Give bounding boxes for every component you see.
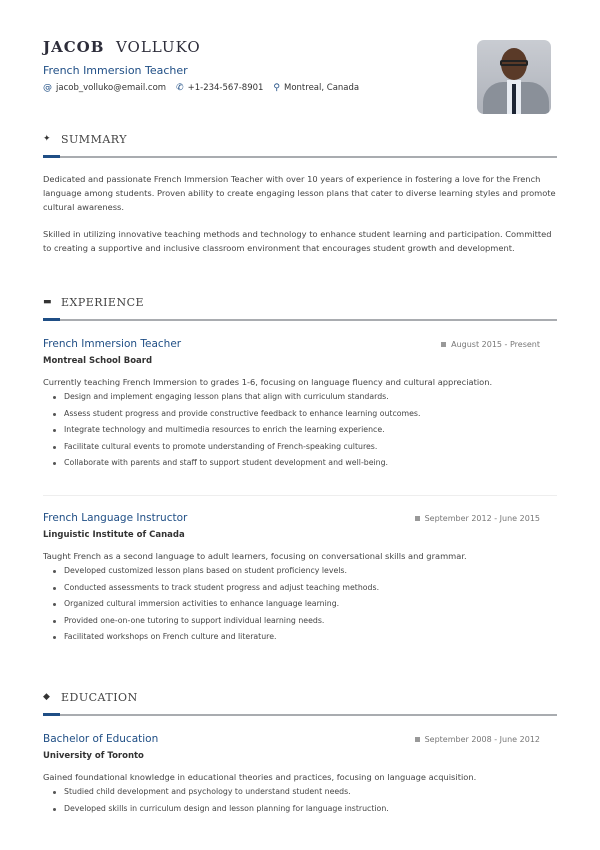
section-rule [43, 319, 557, 321]
list-item: Organized cultural immersion activities to enhance language learning. [53, 596, 557, 613]
section-heading: EDUCATION [61, 690, 138, 704]
sparkle-icon: ✦ [43, 134, 52, 144]
entry-org: Linguistic Institute of Canada [43, 530, 185, 540]
divider [43, 495, 557, 496]
email[interactable]: jacob_volluko@email.com [56, 83, 167, 93]
section-heading: SUMMARY [61, 132, 127, 146]
first-name: JACOB [43, 38, 105, 56]
bullet-list [53, 389, 557, 472]
entry-date: August 2015 - Present [441, 340, 540, 349]
briefcase-icon: ▬ [43, 297, 53, 307]
experience-entry [43, 338, 557, 472]
list-item: Design and implement engaging lesson plans that align with curriculum standards. [53, 389, 557, 406]
entry-date: September 2012 - June 2015 [415, 514, 540, 523]
entry-description: Taught French as a second language to adult learners, focusing on conversational skills and grammar. [43, 551, 467, 561]
section-rule [43, 714, 557, 716]
education-section [43, 690, 557, 716]
list-item: Integrate technology and multimedia resources to enrich the learning experience. [53, 422, 557, 439]
bullet-list [53, 784, 557, 817]
graduation-cap-icon: ◆ [43, 692, 51, 702]
entry-title: Bachelor of Education [43, 733, 159, 745]
experience-entry [43, 512, 557, 646]
entry-description: Gained foundational knowledge in educational theories and practices, focusing on language acquisition. [43, 772, 477, 782]
list-item: Studied child development and psychology to understand student needs. [53, 784, 557, 801]
summary-paragraph: Skilled in utilizing innovative teaching methods and technology to enhance student learning and participation. Committed to creating a supportive and inclusive classroom environment that encourages student growth and development. [43, 229, 552, 253]
list-item: Assess student progress and provide constructive feedback to enhance learning outcomes. [53, 406, 557, 423]
entry-title: French Immersion Teacher [43, 338, 182, 350]
location: Montreal, Canada [284, 83, 360, 93]
profile-photo [477, 40, 551, 114]
list-item: Facilitated workshops on French culture and literature. [53, 629, 557, 646]
at-icon: @ [43, 83, 52, 93]
list-item: Facilitate cultural events to promote understanding of French-speaking cultures. [53, 439, 557, 456]
entry-date: September 2008 - June 2012 [415, 735, 540, 744]
list-item: Collaborate with parents and staff to support student development and well-being. [53, 455, 557, 472]
summary-section [43, 132, 557, 255]
entry-description: Currently teaching French Immersion to grades 1-6, focusing on language fluency and cultural appreciation. [43, 377, 493, 387]
list-item: Conducted assessments to track student progress and adjust teaching methods. [53, 580, 557, 597]
list-item: Developed skills in curriculum design and lesson planning for language instruction. [53, 801, 557, 818]
section-heading: EXPERIENCE [61, 295, 145, 309]
phone-icon: ✆ [176, 83, 184, 93]
entry-org: University of Toronto [43, 751, 144, 761]
last-name: VOLLUKO [115, 38, 201, 56]
job-title: French Immersion Teacher [43, 64, 188, 77]
experience-section [43, 295, 557, 321]
list-item: Provided one-on-one tutoring to support individual learning needs. [53, 613, 557, 630]
section-rule [43, 156, 557, 158]
education-entry [43, 733, 557, 817]
bullet-list [53, 563, 557, 646]
summary-paragraph: Dedicated and passionate French Immersion Teacher with over 10 years of experience in fostering a love for the French language among students. Proven ability to create engaging lesson plans that cater to diverse learning styles and promote cultural awareness. [43, 174, 556, 212]
list-item: Developed customized lesson plans based on student proficiency levels. [53, 563, 557, 580]
entry-org: Montreal School Board [43, 356, 153, 366]
candidate-name [43, 38, 201, 56]
entry-title: French Language Instructor [43, 512, 188, 524]
location-pin-icon: ⚲ [273, 83, 281, 93]
phone[interactable]: +1-234-567-8901 [187, 83, 264, 93]
contact-info [43, 83, 359, 93]
